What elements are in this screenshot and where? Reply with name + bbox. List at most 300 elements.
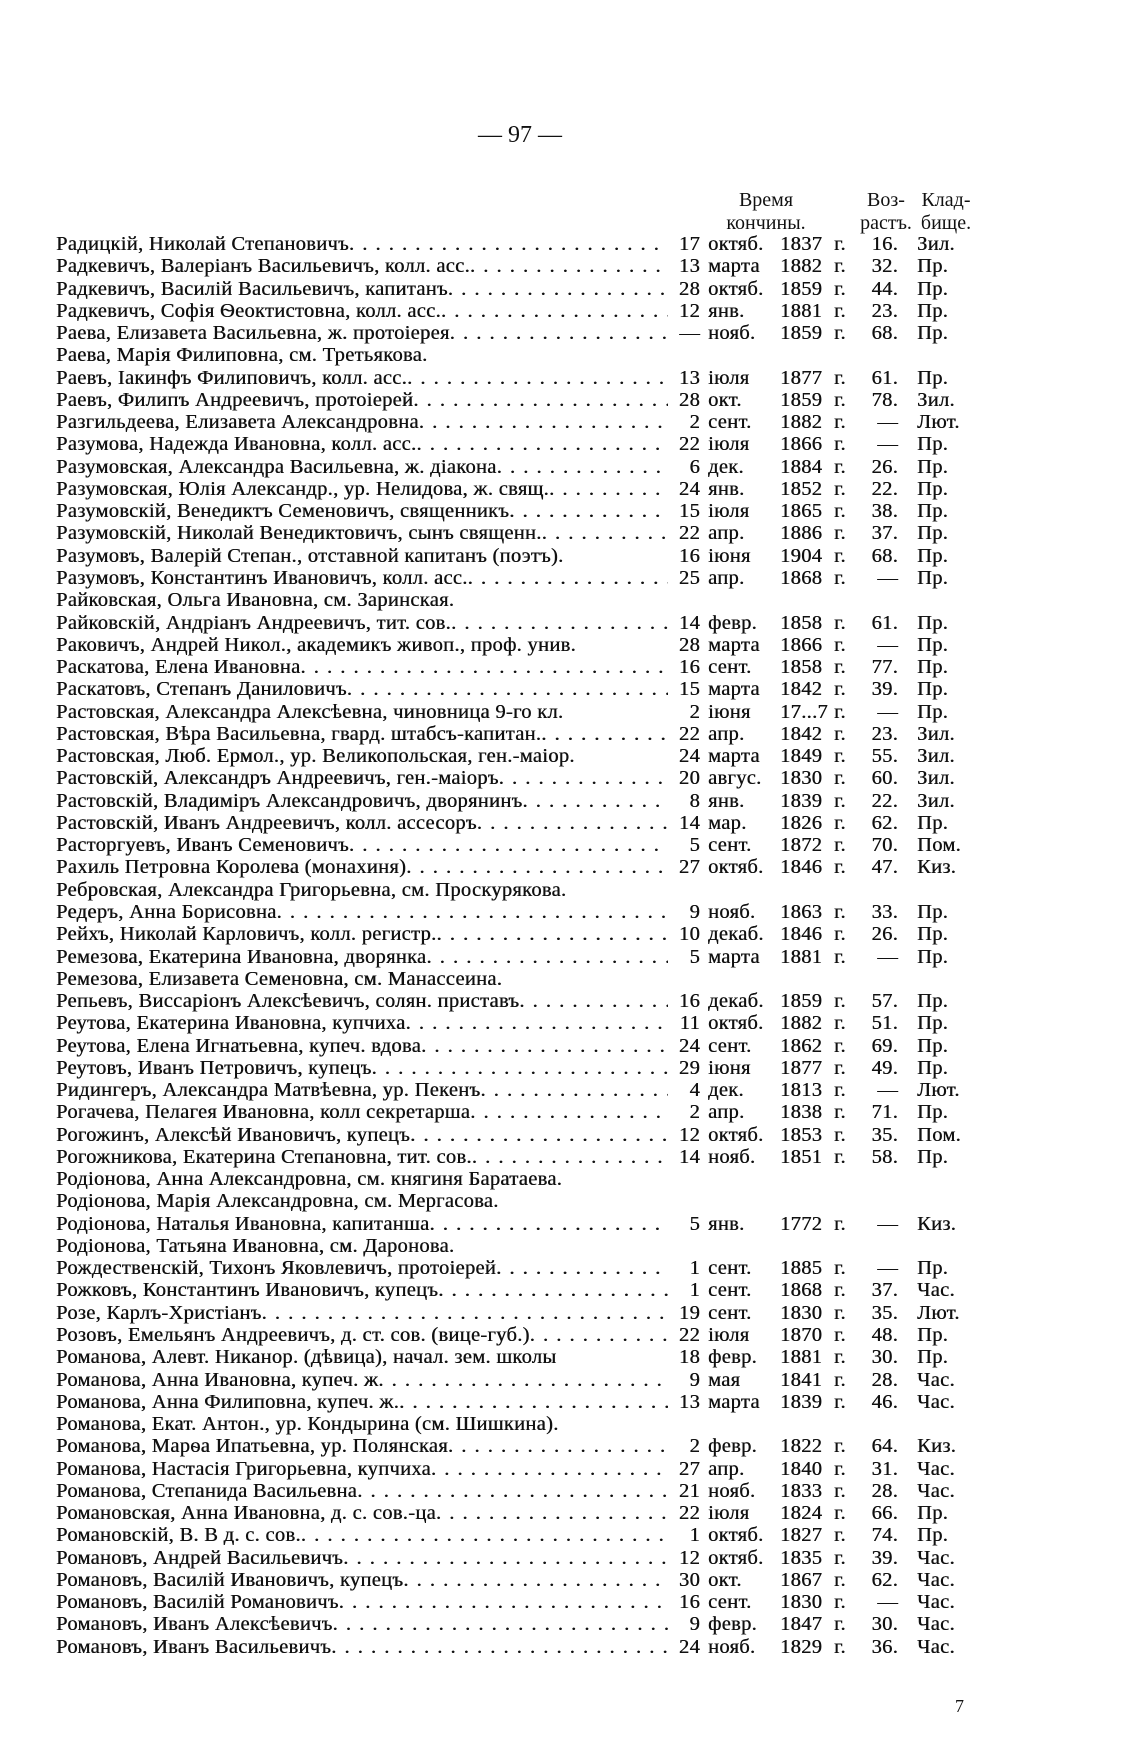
death-day: 29 (678, 1056, 700, 1079)
death-month: марта (708, 633, 760, 656)
death-month: іюня (708, 700, 751, 723)
year-suffix: г. (834, 611, 846, 634)
entry-name-cell (56, 1636, 668, 1658)
register-entry (56, 946, 1056, 968)
register-entry (56, 567, 1056, 589)
year-suffix: г. (834, 1390, 846, 1413)
entry-name: Романовскій, В. В д. с. сов. (56, 1524, 301, 1547)
register-entry (56, 389, 1056, 411)
register-entry (56, 856, 1056, 878)
cross-reference-entry (56, 344, 1056, 366)
cemetery: Пр. (917, 923, 949, 946)
dot-leader (372, 1057, 668, 1079)
year-suffix: г. (834, 366, 846, 389)
death-month: апр. (708, 722, 745, 745)
death-year: 1827 (780, 1524, 823, 1547)
cross-reference-entry (56, 1413, 1056, 1435)
age-at-death: 22. (871, 789, 898, 812)
age-at-death: 16. (871, 233, 898, 255)
entry-name: Раскатовъ, Степанъ Даниловичъ (56, 678, 347, 701)
death-day: 1 (689, 1257, 700, 1280)
year-suffix: г. (834, 1346, 846, 1369)
death-month: сент. (708, 1279, 752, 1302)
register-entry (56, 1591, 1056, 1613)
entry-name-cell (56, 723, 668, 745)
death-year: 1868 (780, 1279, 823, 1302)
death-year: 1863 (780, 900, 823, 923)
cemetery: Пр. (917, 1034, 949, 1057)
register-entry (56, 1035, 1056, 1057)
year-suffix: г. (834, 656, 846, 679)
death-day: — (679, 322, 700, 345)
death-year: 1877 (780, 366, 823, 389)
entry-name-cell (56, 745, 676, 767)
death-day: 28 (678, 388, 700, 411)
entry-name: Реутова, Елена Игнатьевна, купеч. вдова (56, 1034, 421, 1057)
entry-name-cell (56, 478, 668, 500)
death-day: 16 (678, 1591, 700, 1614)
entry-name-cell (56, 834, 668, 856)
death-year: 1772 (780, 1212, 823, 1235)
register-entry (56, 233, 1056, 255)
age-at-death: 22. (871, 477, 898, 500)
death-month: іюня (708, 1056, 751, 1079)
year-suffix: г. (834, 900, 846, 923)
death-day: 2 (689, 1435, 700, 1458)
register-entry (56, 433, 1056, 455)
entry-name: Разумовъ, Валерій Степан., отставной капитанъ (поэтъ). (56, 544, 564, 567)
register-entry (56, 545, 1056, 567)
age-at-death: 37. (871, 522, 898, 545)
death-year: 1877 (780, 1056, 823, 1079)
age-at-death: 28. (871, 1479, 898, 1502)
column-header-time (716, 189, 816, 235)
death-month: сент. (708, 656, 752, 679)
year-suffix: г. (834, 388, 846, 411)
death-month: іюля (708, 366, 750, 389)
entry-name: Редеръ, Анна Борисовна (56, 900, 277, 923)
death-year: 1837 (780, 233, 823, 255)
death-month: янв. (708, 477, 745, 500)
entry-name: Розовъ, Емельянъ Андреевичъ, д. ст. сов. (вице-губ.) (56, 1324, 530, 1347)
death-month: марта (708, 1390, 760, 1413)
entry-name-cell (56, 1413, 956, 1435)
death-year: 1882 (780, 411, 823, 434)
death-month: апр. (708, 522, 745, 545)
year-suffix: г. (834, 500, 846, 523)
dot-leader (542, 522, 668, 544)
entry-name: Растовская, Александра Алексѣевна, чиновница 9-го кл. (56, 700, 564, 723)
year-suffix: г. (834, 789, 846, 812)
entry-name: Романова, Анна Филиповна, купеч. ж. (56, 1390, 400, 1413)
entry-name-cell (56, 433, 668, 455)
cemetery: Пр. (917, 1101, 949, 1124)
dot-leader (431, 1458, 668, 1480)
dot-leader (480, 1079, 668, 1101)
death-day: 5 (689, 945, 700, 968)
entry-name-cell (56, 255, 668, 277)
year-suffix: г. (834, 767, 846, 790)
entry-name-cell (56, 968, 956, 990)
death-day: 12 (678, 1546, 700, 1569)
death-year: 1842 (780, 678, 823, 701)
dot-leader (406, 856, 668, 878)
age-at-death: 55. (871, 745, 898, 768)
entry-name-cell (56, 634, 676, 656)
death-month: іюля (708, 433, 750, 456)
entry-name: Раева, Марія Филиповна, см. Третьякова. (56, 344, 428, 367)
cemetery: Киз. (917, 1435, 957, 1458)
death-day: 27 (678, 856, 700, 879)
age-at-death: — (877, 566, 898, 589)
dot-leader (451, 612, 668, 634)
entry-name-cell (56, 567, 668, 589)
entry-name-cell (56, 1279, 668, 1301)
death-day: 9 (689, 1613, 700, 1636)
column-header-age (851, 189, 921, 235)
death-year: 1813 (780, 1079, 823, 1102)
register-entry (56, 1057, 1056, 1079)
entry-name-cell (56, 701, 676, 723)
cemetery: Пр. (917, 299, 949, 322)
death-month: октяб. (708, 1546, 764, 1569)
death-month: іюля (708, 500, 750, 523)
death-month: марта (708, 255, 760, 278)
cemetery: Час. (917, 1635, 955, 1658)
entry-name: Радкевичъ, Софія Ѳеоктистовна, колл. асс. (56, 299, 441, 322)
death-month: янв. (708, 299, 745, 322)
entry-name-cell (56, 1079, 668, 1101)
dot-leader (448, 1435, 668, 1457)
entry-name: Разумовъ, Константинъ Ивановичъ, колл. асс. (56, 566, 468, 589)
entry-name-cell (56, 1235, 956, 1257)
death-month: октяб. (708, 856, 764, 879)
cemetery: Пр. (917, 566, 949, 589)
death-year: 1881 (780, 1346, 823, 1369)
dot-leader (343, 1547, 668, 1569)
death-month: авгус. (708, 767, 762, 790)
cemetery: Пр. (917, 1012, 949, 1035)
entry-name-cell (56, 1146, 668, 1168)
death-month: октяб. (708, 233, 764, 255)
age-at-death: 60. (871, 767, 898, 790)
entry-name: Расторгуевъ, Иванъ Семеновичъ (56, 834, 349, 857)
year-suffix: г. (834, 1546, 846, 1569)
register-entry (56, 456, 1056, 478)
column-header-time-line2: кончины. (726, 212, 806, 234)
cemetery: Пр. (917, 477, 949, 500)
cemetery: Лют. (917, 1301, 960, 1324)
age-at-death: 70. (871, 834, 898, 857)
age-at-death: — (877, 1257, 898, 1280)
year-suffix: г. (834, 1524, 846, 1547)
death-day: 13 (678, 255, 700, 278)
age-at-death: 35. (871, 1301, 898, 1324)
dot-leader (436, 1502, 668, 1524)
register-entry (56, 367, 1056, 389)
entry-name-cell (56, 1057, 668, 1079)
death-year: 1859 (780, 277, 823, 300)
death-day: 22 (678, 433, 700, 456)
entry-name-cell (56, 322, 668, 344)
cemetery: Пр. (917, 322, 949, 345)
register-entry (56, 1124, 1056, 1146)
register-entry (56, 1435, 1056, 1457)
death-month: октяб. (708, 1123, 764, 1146)
dot-leader (357, 1480, 668, 1502)
death-day: 16 (678, 656, 700, 679)
register-entry (56, 1547, 1056, 1569)
entry-name: Романова, Анна Ивановна, купеч. ж (56, 1368, 379, 1391)
cemetery: Пр. (917, 544, 949, 567)
death-month: февр. (708, 1613, 757, 1636)
year-suffix: г. (834, 811, 846, 834)
death-month: апр. (708, 1101, 745, 1124)
year-suffix: г. (834, 923, 846, 946)
death-month: дек. (708, 1079, 744, 1102)
entry-name: Розе, Карлъ-Христіанъ (56, 1301, 262, 1324)
register-entry (56, 1458, 1056, 1480)
cemetery: Пр. (917, 1324, 949, 1347)
entry-name-cell (56, 901, 668, 923)
cemetery: Лют. (917, 411, 960, 434)
cross-reference-entry (56, 879, 1056, 901)
death-year: 1872 (780, 834, 823, 857)
death-year: 1904 (780, 544, 823, 567)
death-year: 1830 (780, 767, 823, 790)
entry-name-cell (56, 1391, 668, 1413)
entry-name: Разумовскій, Венедиктъ Семеновичъ, священникъ (56, 500, 510, 523)
entry-name: Рахиль Петровна Королева (монахиня) (56, 856, 407, 879)
year-suffix: г. (834, 1568, 846, 1591)
death-month: октяб. (708, 1524, 764, 1547)
dot-leader (261, 1302, 668, 1324)
entry-name-cell (56, 612, 668, 634)
death-day: 5 (689, 1212, 700, 1235)
cemetery: Пр. (917, 611, 949, 634)
entry-name: Раевъ, Іакинфъ Филиповичъ, колл. асс. (56, 366, 407, 389)
entry-name: Растовская, Вѣра Васильевна, гвард. штабсъ-капитан. (56, 722, 542, 745)
entry-name: Романова, Екат. Антон., ур. Кондырина (см. Шишкина). (56, 1413, 559, 1436)
entry-name-cell (56, 300, 668, 322)
year-suffix: г. (834, 477, 846, 500)
death-month: іюня (708, 544, 751, 567)
death-day: 2 (689, 700, 700, 723)
entry-name: Романовъ, Василій Ивановичъ, купецъ (56, 1568, 404, 1591)
death-year: 1835 (780, 1546, 823, 1569)
age-at-death: 49. (871, 1056, 898, 1079)
column-header-age-line2: растъ. (860, 212, 912, 234)
death-month: сент. (708, 834, 752, 857)
cemetery: Зил. (917, 745, 955, 768)
death-month: февр. (708, 1435, 757, 1458)
dot-leader (530, 1324, 668, 1346)
entry-name-cell (56, 1435, 668, 1457)
cemetery: Пом. (917, 834, 961, 857)
entry-name: Романовъ, Иванъ Васильевичъ (56, 1635, 332, 1658)
age-at-death: 30. (871, 1346, 898, 1369)
entry-name: Разумовская, Александра Васильевна, ж. діакона (56, 455, 497, 478)
column-header-cemetery-line2: бище. (920, 212, 972, 234)
cemetery: Час. (917, 1568, 955, 1591)
entry-name-cell (56, 1346, 676, 1368)
entry-name: Рожковъ, Константинъ Ивановичъ, купецъ (56, 1279, 439, 1302)
entry-name-cell (56, 1190, 956, 1212)
dot-leader (496, 1257, 668, 1279)
death-year: 17...7 (780, 700, 828, 723)
death-year: 1886 (780, 522, 823, 545)
death-year: 1853 (780, 1123, 823, 1146)
death-year: 1830 (780, 1301, 823, 1324)
death-year: 1859 (780, 388, 823, 411)
entry-name: Радицкій, Николай Степановичъ (56, 233, 349, 255)
entry-name-cell (56, 879, 956, 901)
death-day: 2 (689, 1101, 700, 1124)
entry-name-cell (56, 1168, 956, 1190)
dot-leader (277, 901, 669, 923)
register-entry (56, 322, 1056, 344)
column-header-time-line1: Время (738, 189, 794, 211)
entry-name-cell (56, 946, 668, 968)
death-day: 27 (678, 1457, 700, 1480)
death-year: 1839 (780, 1390, 823, 1413)
year-suffix: г. (834, 856, 846, 879)
cemetery: Киз. (917, 1212, 957, 1235)
death-month: мар. (708, 811, 747, 834)
entry-name-cell (56, 278, 668, 300)
entry-name: Райковская, Ольга Ивановна, см. Заринская. (56, 589, 455, 612)
entry-name: Раскатова, Елена Ивановна (56, 656, 301, 679)
entry-name-cell (56, 656, 668, 678)
death-year: 1847 (780, 1613, 823, 1636)
entry-name: Родіонова, Анна Александровна, см. княгиня Баратаева. (56, 1168, 563, 1191)
register-entry (56, 1302, 1056, 1324)
register-entry (56, 812, 1056, 834)
cemetery: Пр. (917, 500, 949, 523)
entry-name: Растовскій, Владиміръ Александровичъ, дворянинъ (56, 789, 523, 812)
death-day: 22 (678, 522, 700, 545)
death-year: 1870 (780, 1324, 823, 1347)
death-day: 24 (678, 1034, 700, 1057)
death-year: 1867 (780, 1568, 823, 1591)
entry-name: Романовъ, Василій Романовичъ (56, 1591, 339, 1614)
entry-name: Романова, Марѳа Ипатьевна, ур. Полянская (56, 1435, 448, 1458)
death-day: 14 (678, 611, 700, 634)
entry-name-cell (56, 1101, 668, 1123)
age-at-death: 58. (871, 1145, 898, 1168)
dot-leader (470, 1101, 668, 1123)
register-entry (56, 723, 1056, 745)
register-entry (56, 1502, 1056, 1524)
cemetery: Пр. (917, 1257, 949, 1280)
age-at-death: — (877, 411, 898, 434)
entry-name: Растовская, Люб. Ермол., ур. Великопольская, ген.-маіор. (56, 745, 575, 768)
death-day: 22 (678, 1324, 700, 1347)
cemetery: Час. (917, 1457, 955, 1480)
death-year: 1840 (780, 1457, 823, 1480)
entry-name-cell (56, 367, 668, 389)
cemetery: Час. (917, 1546, 955, 1569)
year-suffix: г. (834, 1257, 846, 1280)
cemetery: Пр. (917, 811, 949, 834)
entry-name: Реутовъ, Иванъ Петровичъ, купецъ (56, 1056, 372, 1079)
death-month: окт. (708, 1568, 742, 1591)
year-suffix: г. (834, 745, 846, 768)
register-entry (56, 701, 1056, 723)
dot-leader (470, 255, 668, 277)
age-at-death: — (877, 633, 898, 656)
death-year: 1846 (780, 856, 823, 879)
age-at-death: 64. (871, 1435, 898, 1458)
dot-leader (349, 834, 668, 856)
register-entry (56, 478, 1056, 500)
entry-name-cell (56, 1124, 668, 1146)
year-suffix: г. (834, 411, 846, 434)
age-at-death: 36. (871, 1635, 898, 1658)
death-day: 12 (678, 299, 700, 322)
death-year: 1830 (780, 1591, 823, 1614)
age-at-death: 30. (871, 1613, 898, 1636)
age-at-death: 57. (871, 990, 898, 1013)
entry-name-cell (56, 1569, 668, 1591)
death-day: 16 (678, 990, 700, 1013)
cemetery: Час. (917, 1368, 955, 1391)
year-suffix: г. (834, 990, 846, 1013)
death-day: 20 (678, 767, 700, 790)
dot-leader (301, 1524, 668, 1546)
age-at-death: 26. (871, 455, 898, 478)
column-header-cemetery-line1: Клад- (921, 189, 971, 211)
cemetery: Пр. (917, 1502, 949, 1525)
age-at-death: 69. (871, 1034, 898, 1057)
death-day: 28 (678, 277, 700, 300)
cemetery: Пр. (917, 522, 949, 545)
death-year: 1833 (780, 1479, 823, 1502)
death-month: нояб. (708, 1479, 756, 1502)
year-suffix: г. (834, 1212, 846, 1235)
entry-name-cell (56, 1213, 668, 1235)
death-year: 1882 (780, 255, 823, 278)
year-suffix: г. (834, 1034, 846, 1057)
death-month: нояб. (708, 1145, 756, 1168)
death-month: февр. (708, 611, 757, 634)
entry-name-cell (56, 767, 668, 789)
dot-leader (399, 1391, 668, 1413)
entry-name-cell (56, 990, 668, 1012)
entry-name-cell (56, 1613, 668, 1635)
death-month: марта (708, 945, 760, 968)
dot-leader (499, 767, 668, 789)
death-month: февр. (708, 1346, 757, 1369)
register-entry (56, 901, 1056, 923)
age-at-death: 38. (871, 500, 898, 523)
entry-name: Ридингеръ, Александра Матвѣевна, ур. Пекенъ (56, 1079, 481, 1102)
death-year: 1882 (780, 1012, 823, 1035)
death-year: 1862 (780, 1034, 823, 1057)
dot-leader (405, 1012, 668, 1034)
death-year: 1858 (780, 611, 823, 634)
entry-name-cell (56, 1524, 668, 1546)
age-at-death: — (877, 433, 898, 456)
entry-name: Растовскій, Александръ Андреевичъ, ген.-маіоръ (56, 767, 499, 790)
age-at-death: — (877, 1079, 898, 1102)
entry-name-cell (56, 411, 668, 433)
register-entry (56, 923, 1056, 945)
entry-name-cell (56, 923, 668, 945)
year-suffix: г. (834, 1591, 846, 1614)
cross-reference-entry (56, 968, 1056, 990)
year-suffix: г. (834, 1145, 846, 1168)
